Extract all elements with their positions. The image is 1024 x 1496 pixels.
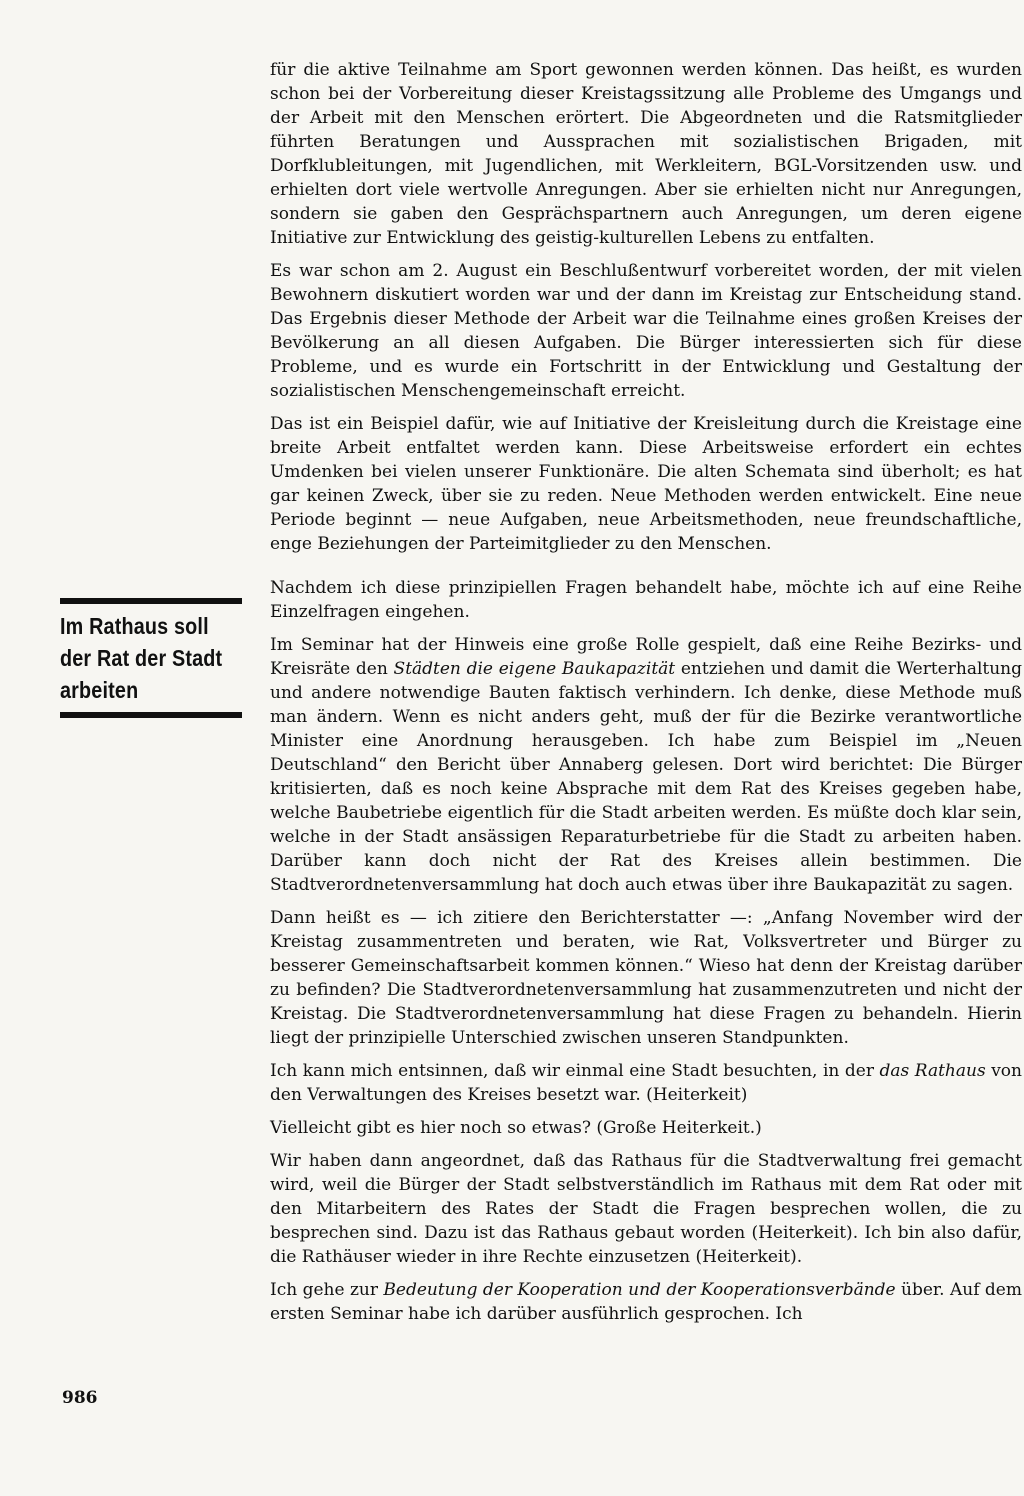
paragraph-text: Im Seminar hat der Hinweis eine große Rolle gespielt, daß eine Reihe Bezirks- und Kreisräte den — [270, 635, 1022, 679]
body-paragraph — [270, 633, 1022, 897]
paragraph-text: Vielleicht gibt es hier noch so etwas? (Große Heiterkeit.) — [270, 1118, 762, 1138]
emphasis-text: das Rathaus — [879, 1061, 986, 1081]
margin-heading-line: Im Rathaus soll — [60, 613, 209, 639]
body-paragraph — [270, 1059, 1022, 1107]
body-paragraph — [270, 576, 1022, 624]
body-paragraph — [270, 1278, 1022, 1326]
page-number: 986 — [62, 1388, 98, 1408]
paragraph-text: von den Verwaltungen des Kreises besetzt war. (Heiterkeit) — [270, 1061, 1022, 1105]
body-text-column — [270, 58, 1022, 1335]
body-paragraph — [270, 259, 1022, 403]
margin-heading-line: arbeiten — [60, 677, 139, 703]
heading-bottom-rule — [60, 712, 242, 718]
body-paragraph — [270, 58, 1022, 250]
emphasis-text: Bedeutung der Kooperation und der Kooperationsverbände — [383, 1280, 896, 1300]
body-paragraph — [270, 1149, 1022, 1269]
paragraph-text: Es war schon am 2. August ein Beschlußentwurf vorbereitet worden, der mit vielen Bewohnern diskutiert worden war und der dann im Kreistag zur Entscheidung stand. Das Ergebnis dieser Methode der Arbeit war die Teilnahme eines großen Kreises der Bevölkerung an all diesen Aufgaben. Die Bürger interessierten sich für diese Probleme, und es wurde ein Fortschritt in der Entwicklung und Gestaltung der sozialistischen Menschengemeinschaft erreicht. — [270, 261, 1022, 401]
paragraph-text: Nachdem ich diese prinzipiellen Fragen behandelt habe, möchte ich auf eine Reihe Einzelfragen eingehen. — [270, 578, 1022, 622]
paragraph-text: für die aktive Teilnahme am Sport gewonnen werden können. Das heißt, es wurden schon bei der Vorbereitung dieser Kreistagssitzung alle Probleme des Umgangs und der Arbeit mit den Menschen erörtert. Die Abgeordneten und die Ratsmitglieder führten Beratungen und Aussprachen mit sozialistischen Brigaden, mit Dorfklubleitungen, mit Jugendlichen, mit Werkleitern, BGL-Vorsitzenden usw. und erhielten dort viele wertvolle Anregungen. Aber sie erhielten nicht nur Anregungen, sondern sie gaben den Gesprächspartnern auch Anregungen, um deren eigene Initiative zur Entwicklung des geistig-kulturellen Lebens zu entfalten. — [270, 60, 1022, 248]
paragraph-text: Ich gehe zur — [270, 1280, 384, 1300]
margin-heading-line: der Rat der Stadt — [60, 645, 223, 671]
paragraph-text: Wir haben dann angeordnet, daß das Rathaus für die Stadtverwaltung frei gemacht wird, weil die Bürger der Stadt selbstverständlich im Rathaus mit dem Rat oder mit den Mitarbeitern des Rates der Stadt die Fragen besprechen wollen, die zu besprechen sind. Dazu ist das Rathaus gebaut worden (Heiterkeit). Ich bin also dafür, die Rathäuser wieder in ihre Rechte einzusetzen (Heiterkeit). — [270, 1151, 1022, 1267]
body-paragraph — [270, 412, 1022, 556]
paragraph-text: Dann heißt es — ich zitiere den Berichterstatter —: „Anfang November wird der Kreistag zusammentreten und beraten, wie Rat, Volksvertreter und Bürger zu besserer Gemeinschaftsarbeit kommen können.“ Wieso hat denn der Kreistag darüber zu befinden? Die Stadtverordnetenversammlung hat zusammenzutreten und nicht der Kreistag. Die Stadtverordnetenversammlung hat diese Fragen zu behandeln. Hierin liegt der prinzipielle Unterschied zwischen unseren Standpunkten. — [270, 908, 1022, 1048]
paragraph-text: über. Auf dem ersten Seminar habe ich darüber ausführlich gesprochen. Ich — [270, 1280, 1022, 1324]
margin-heading-box — [60, 598, 242, 718]
margin-heading — [60, 610, 223, 706]
paragraph-text: entziehen und damit die Werterhaltung und andere notwendige Bauten faktisch verhindern. Ich denke, diese Methode muß man ändern. Wenn es nicht anders geht, muß der für die Bezirke verantwortliche Minister eine Anordnung herausgeben. Ich habe zum Beispiel im „Neuen Deutschland“ den Bericht über Annaberg gelesen. Dort wird berichtet: Die Bürger kritisierten, daß es noch keine Absprache mit dem Rat des Kreises gegeben habe, welche Baubetriebe eigentlich für die Stadt arbeiten werden. Es müßte doch klar sein, welche in der Stadt ansässigen Reparaturbetriebe für die Stadt zu arbeiten haben. Darüber kann doch nicht der Rat des Kreises allein bestimmen. Die Stadtverordnetenversammlung hat doch auch etwas über ihre Baukapazität zu sagen. — [270, 659, 1022, 895]
paragraph-text: Das ist ein Beispiel dafür, wie auf Initiative der Kreisleitung durch die Kreistage eine breite Arbeit entfaltet werden kann. Diese Arbeitsweise erfordert ein echtes Umdenken bei vielen unserer Funktionäre. Die alten Schemata sind überholt; es hat gar keinen Zweck, über sie zu reden. Neue Methoden werden entwickelt. Eine neue Periode beginnt — neue Aufgaben, neue Arbeitsmethoden, neue freundschaftliche, enge Beziehungen der Parteimitglieder zu den Menschen. — [270, 414, 1022, 554]
emphasis-text: Städten die eigene Baukapazität — [393, 659, 676, 679]
heading-top-rule — [60, 598, 242, 604]
body-paragraph — [270, 906, 1022, 1050]
body-paragraph — [270, 1116, 1022, 1140]
paragraph-text: Ich kann mich entsinnen, daß wir einmal eine Stadt besuchten, in der — [270, 1061, 880, 1081]
